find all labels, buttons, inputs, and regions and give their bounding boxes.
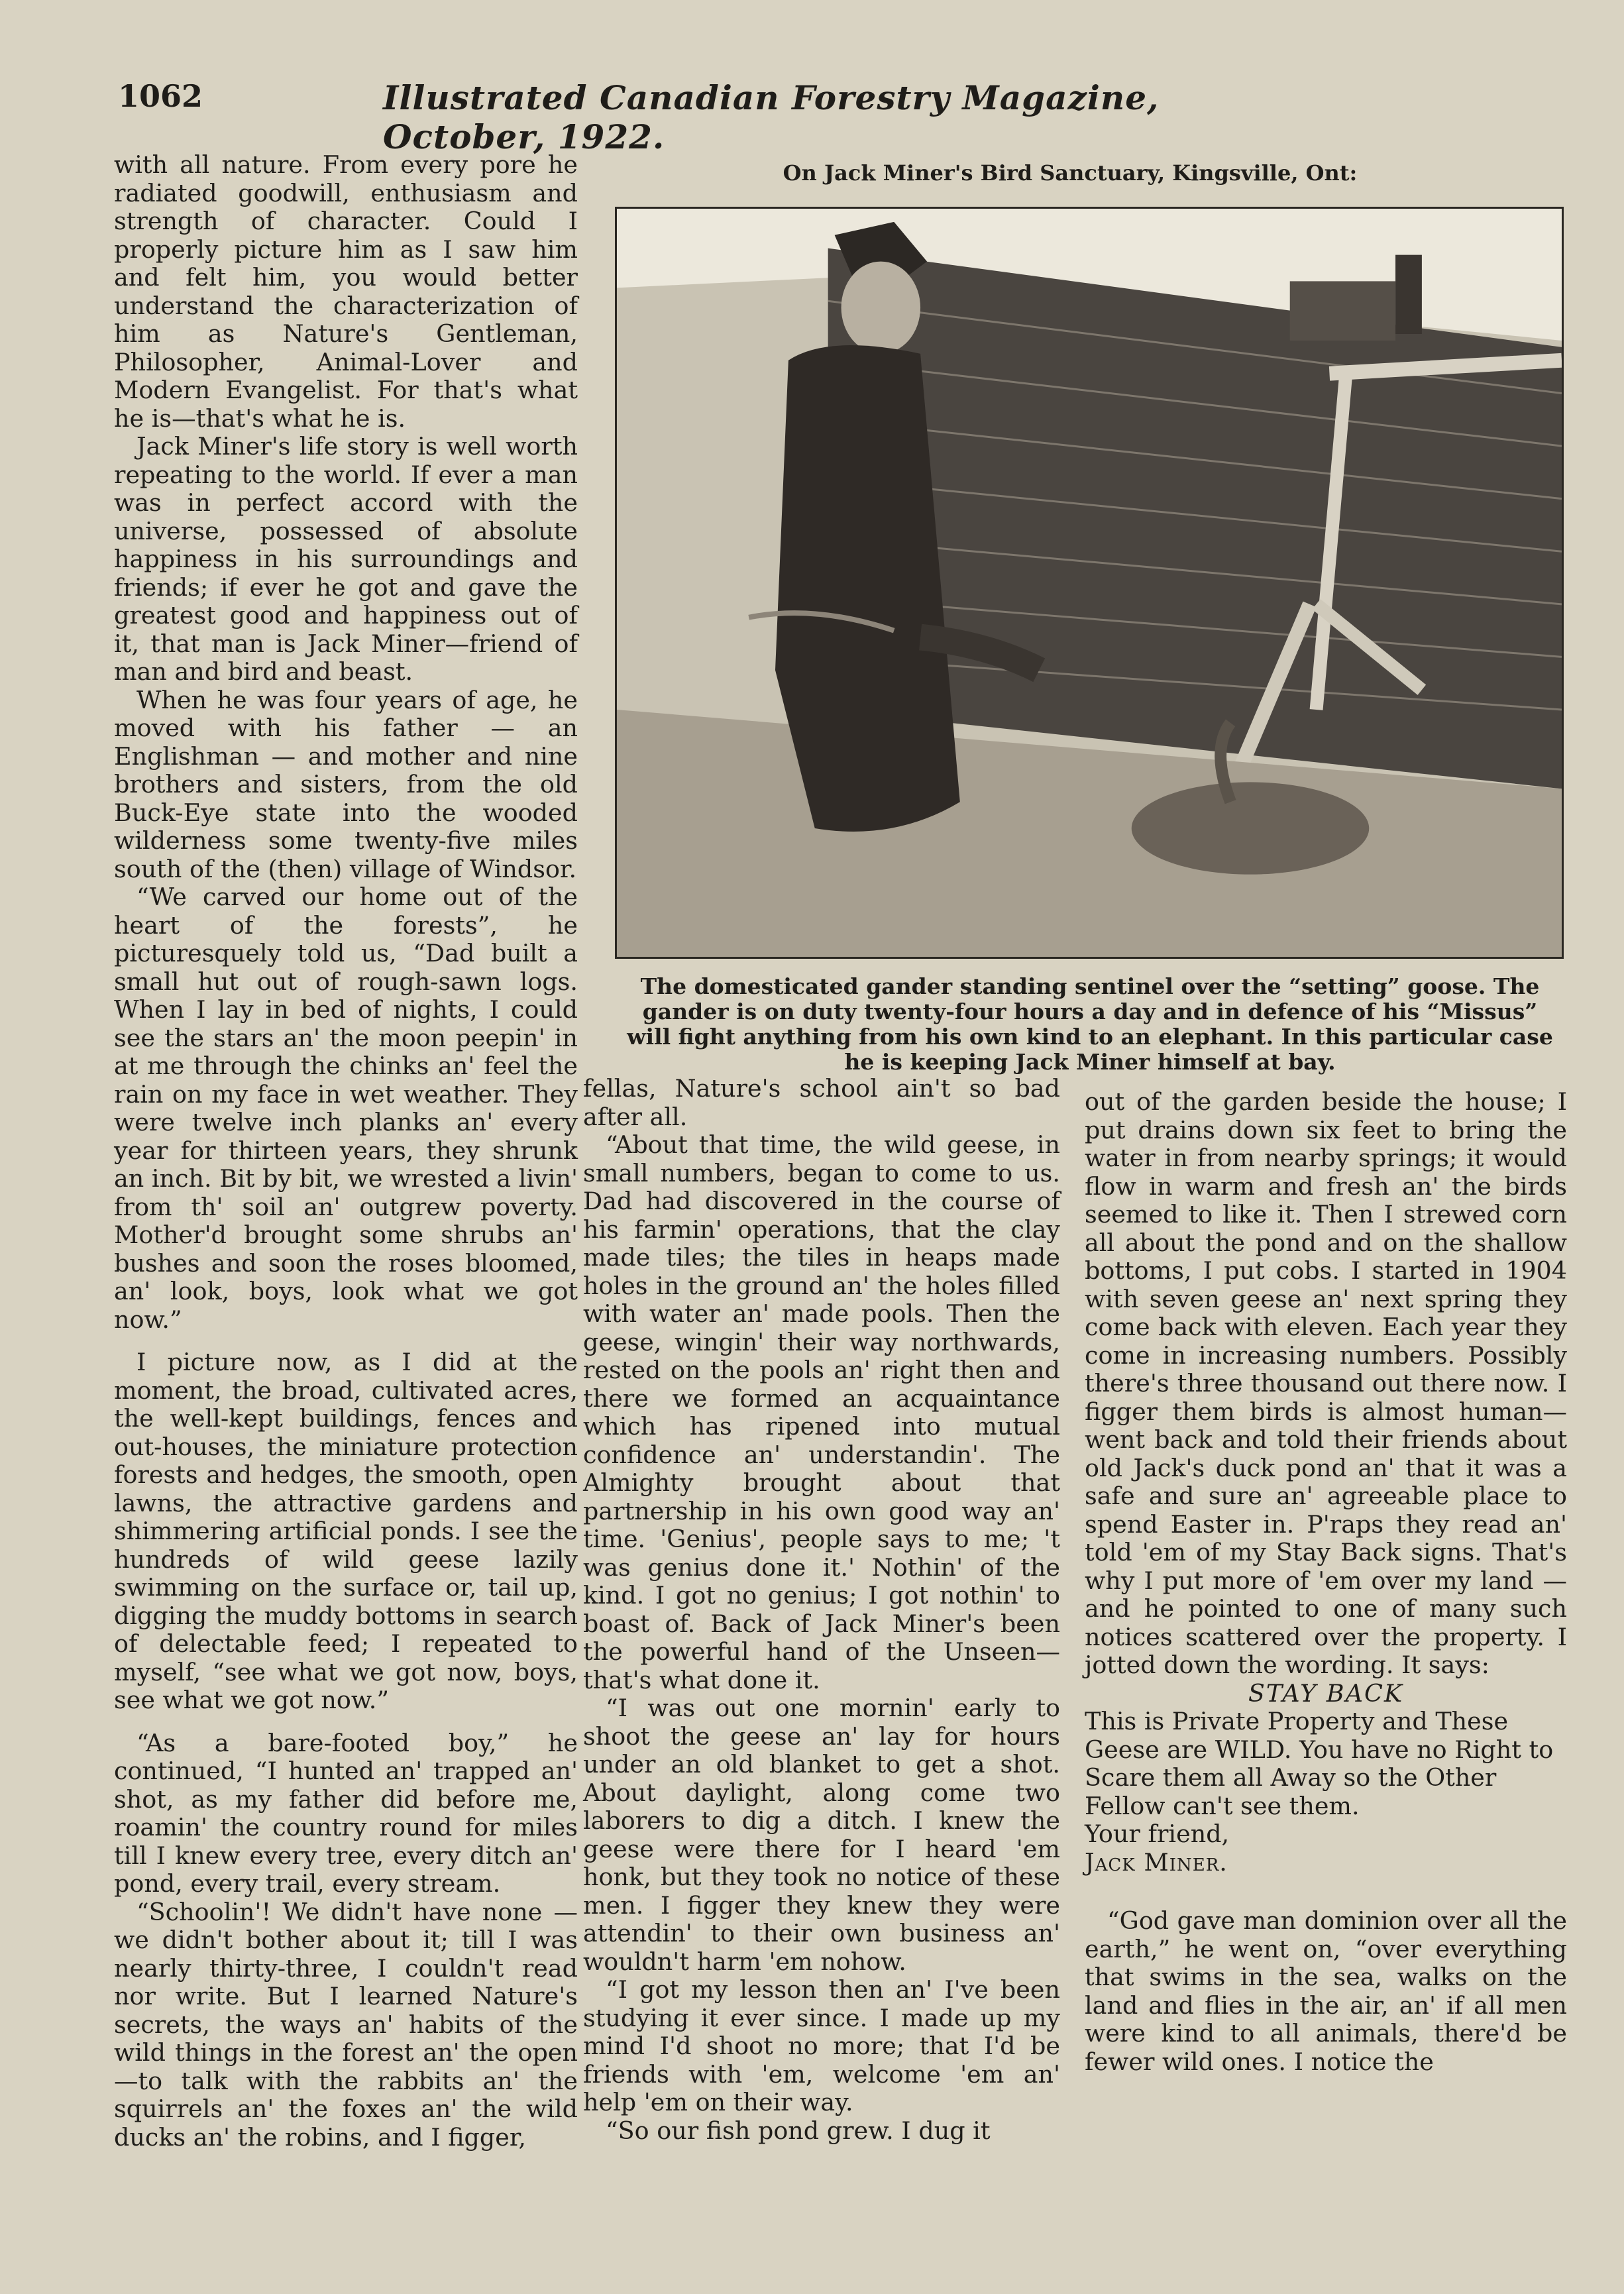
paragraph: “I got my lesson then an' I've been studying it ever since. I made up my mind I'd shoot no more; that I'd be friends with 'em, welcome 'em an' help 'em on their way. (583, 1975, 1060, 2116)
paragraph: Jack Miner's life story is well worth repeating to the world. If ever a man was in perfect accord with the universe, possessed of absolute happiness in his surroundings and friends; if ever he got and gave the greatest good and happiness out of it, that man is Jack Miner—friend of man and bird and beast. (114, 432, 578, 686)
paragraph: “Schoolin'! We didn't have none —we didn't bother about it; till I was nearly thirty-three, I couldn't read nor write. But I learned Nature's secrets, the ways an' habits of the wild things in the forest an' the open —to talk with the rabbits an' the squirrels an' the foxes an' the wild ducks an' the robins, and I figger, (114, 1897, 578, 2152)
text-column-1 (114, 151, 578, 2152)
page-header (118, 78, 1324, 156)
paragraph: “God gave man dominion over all the earth,” he went on, “over everything that swims in the sea, walks on the land and flies in the air, an' if all men were kind to all animals, there'd be fewer wild ones. I notice the (1085, 1906, 1567, 2076)
running-title: Illustrated Canadian Forestry Magazine, October, 1922. (383, 78, 1160, 156)
notice-title: STAY BACK (1248, 1678, 1404, 1708)
paragraph: When he was four years of age, he moved with his father — an Englishman — and mother and nine brothers and sisters, from the old Buck-Eye state into the wooded wilderness some twenty-five miles south of the (then) village of Windsor. (114, 685, 578, 883)
paragraph: fellas, Nature's school ain't so bad after all. (583, 1074, 1060, 1131)
text-column-2 (583, 1075, 1060, 2145)
notice-signature: Jack Miner. (1085, 1847, 1228, 1877)
photo-title: On Jack Miner's Bird Sanctuary, Kingsville, Ont: (783, 160, 1358, 186)
photo-illustration (617, 209, 1562, 957)
notice-body: This is Private Property and These Geese are WILD. You have no Right to Scare them all Away so the Other Fellow can't see them. (1085, 1707, 1554, 1820)
text-column-3 (1085, 1088, 1567, 2076)
paragraph: with all nature. From every pore he radiated goodwill, enthusiasm and strength of character. Could I properly picture him as I saw him and felt him, you would better understand the characterization of him as Nature's Gentleman, Philosopher, Animal-Lover and Modern Evangelist. For that's what he is—that's what he is. (114, 150, 578, 433)
notice-signoff: Your friend, (1085, 1820, 1230, 1848)
paragraph: out of the garden beside the house; I put drains down six feet to bring the water in from nearby springs; it would flow in warm and fresh an' the birds seemed to like it. Then I strewed corn all about the pond and on the shallow bottoms, I put cobs. I started in 1904 with seven geese an' next spring they come back with eleven. Each year they come in increasing numbers. Possibly there's three thousand out there now. I figger them birds is almost human—went back and told their friends about old Jack's duck pond an' that it was a safe and sure an' agreeable place to spend Easter in. P'raps they read an' told 'em of my Stay Back signs. That's why I put more of 'em over my land — and he pointed to one of many such notices scattered over the property. I jotted down the wording. It says: (1085, 1087, 1567, 1679)
paragraph: “I was out one mornin' early to shoot the geese an' lay for hours under an old blanket to get a shot. About daylight, along come two laborers to dig a ditch. I knew the geese were there for I heard 'em honk, but they took no notice of these men. I figger they knew they were attendin' to their own business an' wouldn't harm 'em nohow. (583, 1694, 1060, 1976)
halftone-photo (615, 207, 1564, 959)
paragraph: “As a bare-footed boy,” he continued, “I hunted an' trapped an' shot, as my father did before me, roamin' the country round for miles till I knew every tree, every ditch an' pond, every trail, every stream. (114, 1728, 578, 1898)
paragraph: “About that time, the wild geese, in small numbers, began to come to us. Dad had discovered in the course of his farmin' operations, that the clay made tiles; the tiles in heaps made holes in the ground an' the holes filled with water an' made pools. Then the geese, wingin' their way northwards, rested on the pools an' right then and there we formed an acquaintance which has ripened into mutual confidence an' understandin'. The Almighty brought about that partnership in his own good way an' time. 'Genius', people says to me; 't was genius done it.' Nothin' of the kind. I got no genius; I got nothin' to boast of. Back of Jack Miner's been the powerful hand of the Unseen—that's what done it. (583, 1130, 1060, 1694)
paragraph: “So our fish pond grew. I dug it (606, 2116, 991, 2145)
page-number: 1062 (118, 78, 203, 114)
paragraph: I picture now, as I did at the moment, the broad, cultivated acres, the well-kept buildings, fences and out-houses, the miniature protection forests and hedges, the smooth, open lawns, the attractive gardens and shimmering artificial ponds. I see the hundreds of wild geese lazily swimming on the surface or, tail up, digging the muddy bottoms in search of delectable feed; I repeated to myself, “see what we got now, boys, see what we got now.” (114, 1348, 578, 1714)
photo-caption: The domesticated gander standing sentinel over the “setting” goose. The gander is on duty twenty-four hours a day and in defence of his “Missus” will fight anything from his own kind to an elephant. In this particular case he is keeping Jack Miner himself at bay. (627, 973, 1553, 1075)
paragraph: “We carved our home out of the heart of the forests”, he picturesquely told us, “Dad built a small hut out of rough-sawn logs. When I lay in bed of nights, I could see the stars an' the moon peepin' in at me through the chinks an' feel the rain on my face in wet weather. They were twelve inch planks an' every year for thirteen years, they shrunk an inch. Bit by bit, we wrested a livin' from th' soil an' outgrew poverty. Mother'd brought some shrubs an' bushes and soon the roses bloomed, an' look, boys, look what we got now.” (114, 883, 578, 1334)
